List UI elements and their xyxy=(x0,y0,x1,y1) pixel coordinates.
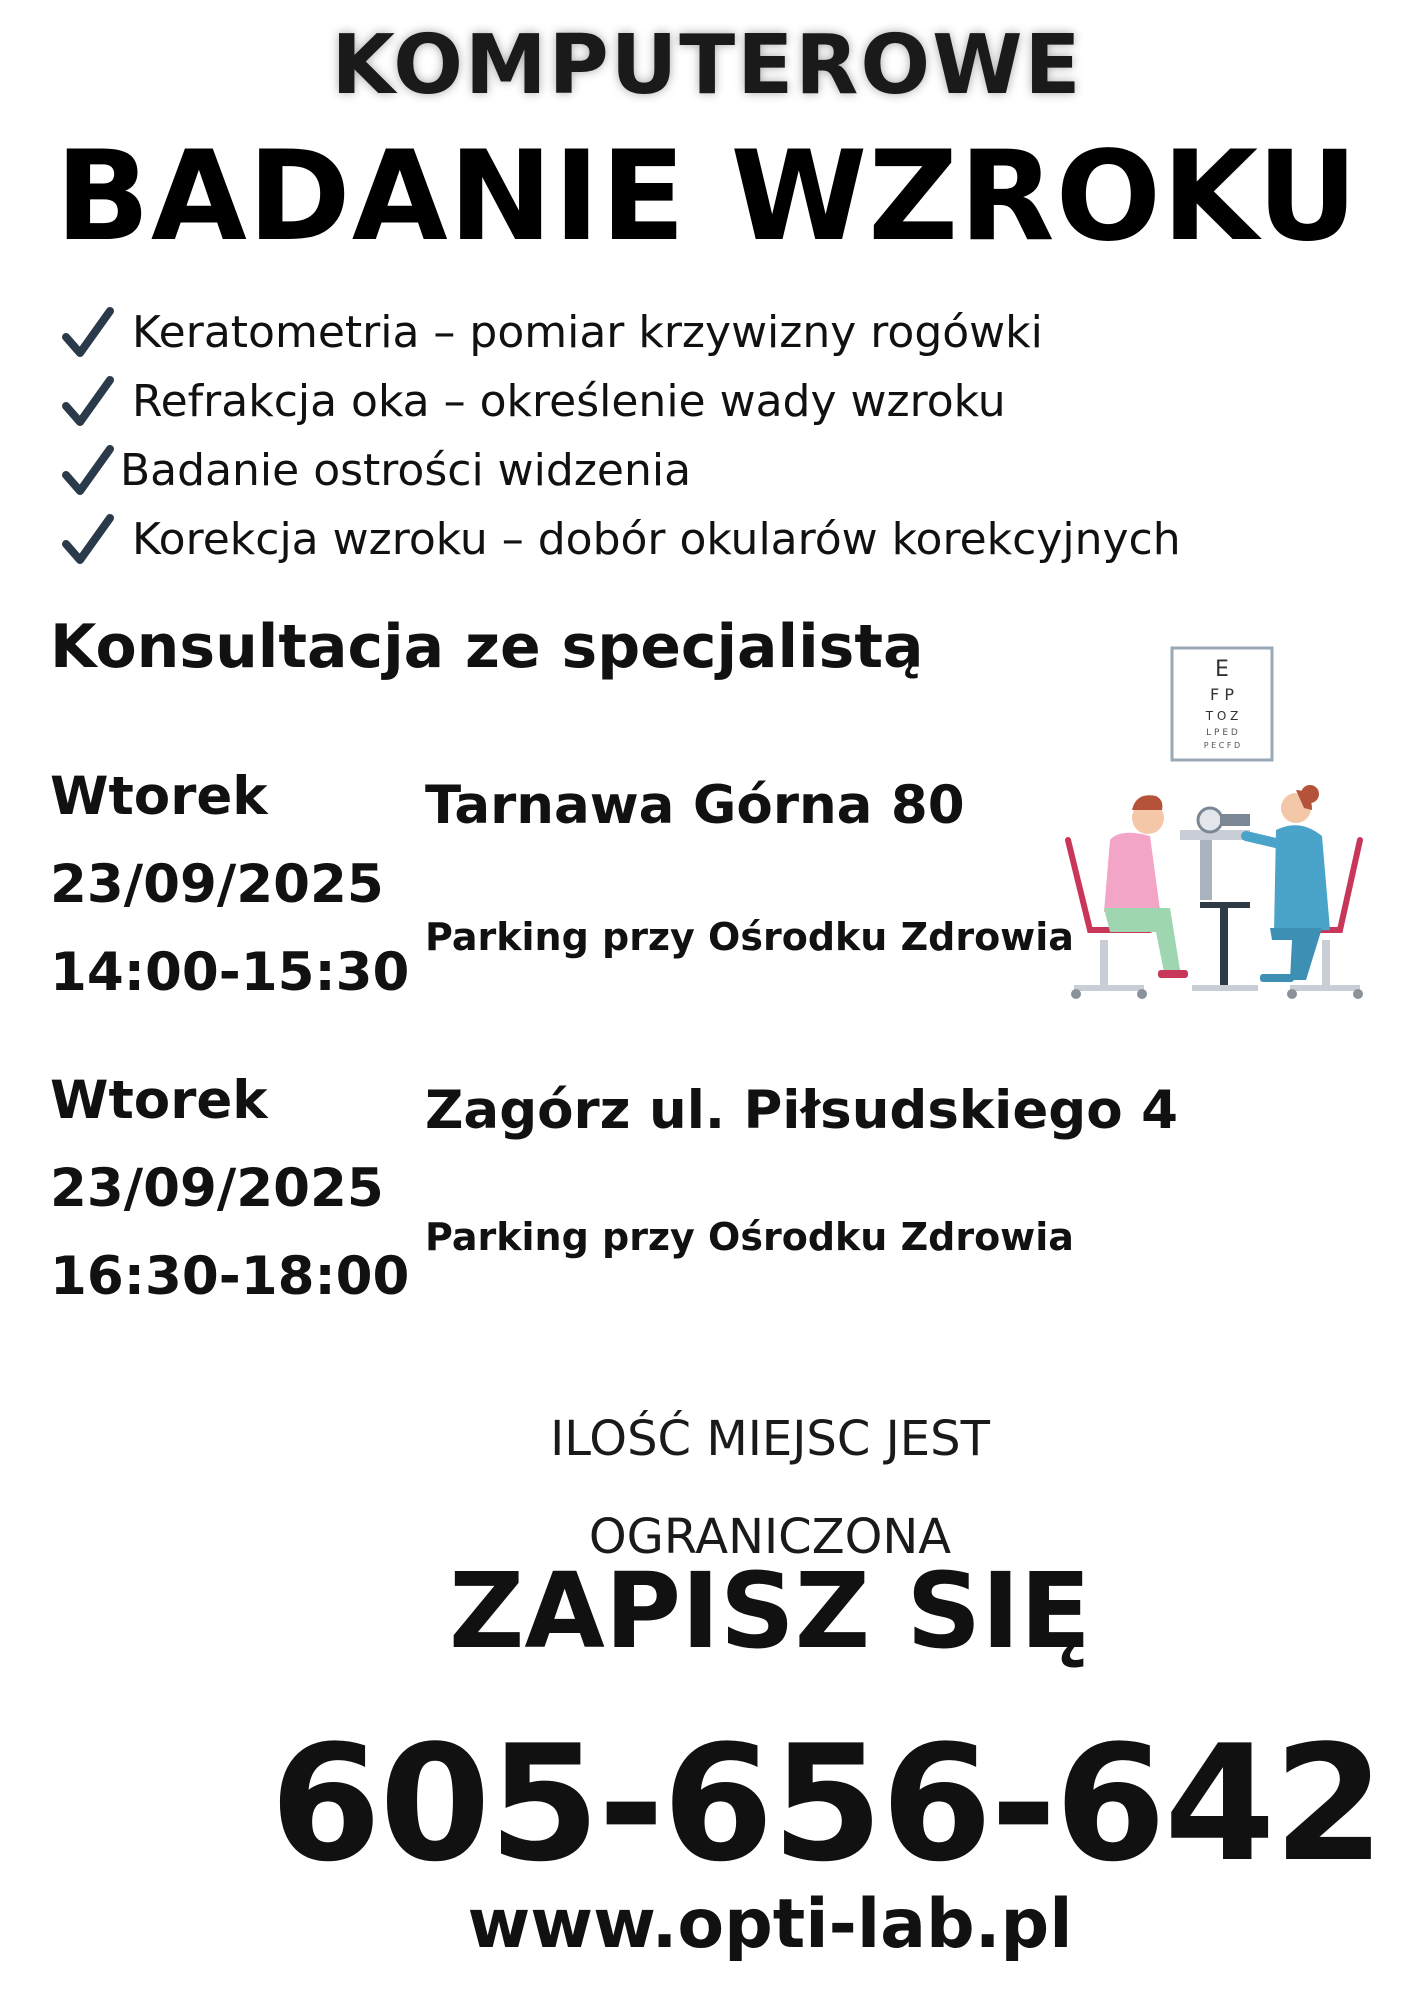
website-link[interactable]: www.opti-lab.pl xyxy=(467,1885,1073,1964)
eye-chart-icon xyxy=(1172,648,1272,760)
checkmark-icon xyxy=(60,510,116,570)
session-date: 23/09/2025 xyxy=(50,1158,384,1219)
consultation-heading: Konsultacja ze specjalistą xyxy=(50,612,924,682)
eye-exam-illustration xyxy=(1060,640,1370,1010)
session-day: Wtorek xyxy=(50,1070,268,1131)
eye-chart-row: T O Z xyxy=(1205,709,1239,723)
feature-text: Refrakcja oka – określenie wady wzroku xyxy=(132,376,1006,427)
checkmark-icon xyxy=(60,303,116,363)
feature-item xyxy=(60,298,1181,367)
eye-chart-row: L P E D xyxy=(1206,728,1238,738)
session-day: Wtorek xyxy=(50,766,268,827)
feature-item xyxy=(60,505,1181,574)
feature-item xyxy=(60,367,1181,436)
header-subtitle: KOMPUTEROWE xyxy=(331,18,1083,113)
session-parking: Parking przy Ośrodku Zdrowia xyxy=(425,1215,1074,1259)
signup-call-to-action: ZAPISZ SIĘ xyxy=(449,1550,1091,1672)
checkmark-icon xyxy=(60,441,116,501)
feature-text: Badanie ostrości widzenia xyxy=(120,445,692,496)
phone-number[interactable]: 605-656-642 xyxy=(270,1710,1383,1897)
eye-chart-row: E xyxy=(1215,657,1229,682)
feature-text: Korekcja wzroku – dobór okularów korekcyjnych xyxy=(132,514,1181,565)
checkmark-icon xyxy=(60,372,116,432)
session-address: Tarnawa Górna 80 xyxy=(425,775,965,836)
session-time: 16:30-18:00 xyxy=(50,1246,410,1307)
session-schedule xyxy=(50,753,409,1017)
session-date: 23/09/2025 xyxy=(50,854,384,915)
session-time: 14:00-15:30 xyxy=(50,942,410,1003)
feature-item xyxy=(60,436,1181,505)
notice-line: OGRANICZONA xyxy=(588,1509,952,1565)
session-schedule xyxy=(50,1057,409,1321)
notice-line: ILOŚĆ MIEJSC JEST xyxy=(550,1411,990,1467)
eye-chart-row: F P xyxy=(1210,685,1234,704)
session-parking: Parking przy Ośrodku Zdrowia xyxy=(425,915,1074,959)
eye-chart-row: P E C F D xyxy=(1203,741,1241,750)
page-title: BADANIE WZROKU xyxy=(55,125,1359,269)
feature-text: Keratometria – pomiar krzywizny rogówki xyxy=(132,307,1043,358)
session-address: Zagórz ul. Piłsudskiego 4 xyxy=(425,1080,1178,1141)
feature-list xyxy=(60,298,1181,574)
